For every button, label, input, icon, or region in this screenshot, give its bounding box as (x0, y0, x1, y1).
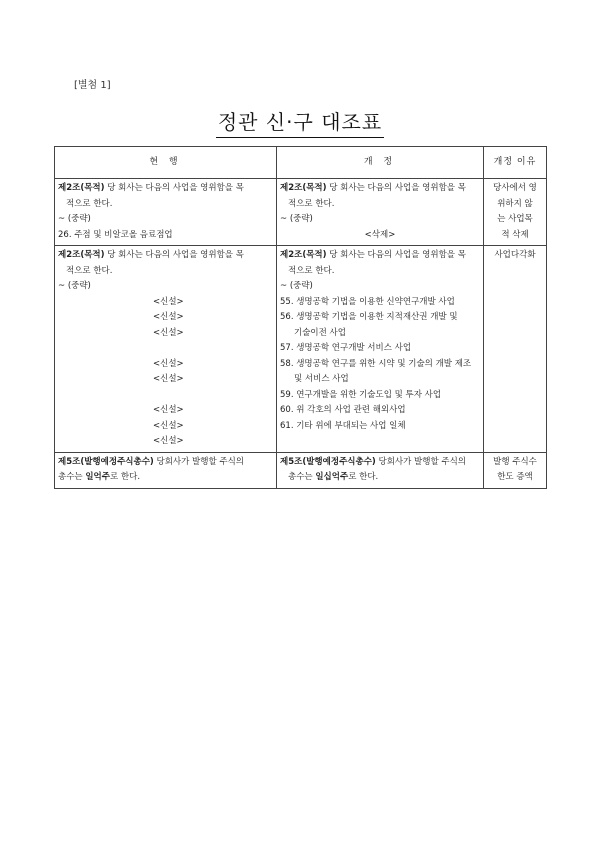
new-label: <신설> (153, 420, 184, 431)
deleted-label: <삭제> (364, 229, 396, 240)
item-59: 59. 연구개발을 위한 기술도입 및 투자 사업 (280, 389, 442, 400)
item-57: 57. 생명공학 연구개발 서비스 사업 (280, 343, 412, 353)
item-26: 26. 주점 및 비알코올 음료점업 (58, 229, 173, 240)
item-58: 58. 생명공학 연구를 위한 시약 및 기술의 개발 제조 및 서비스 사업 (280, 358, 472, 384)
new-label: <신설> (153, 405, 184, 415)
article-heading: 제2조(목적) (58, 183, 105, 193)
reason-cell: 당사에서 영 위하지 않 는 사업목 적 삭제 (484, 179, 547, 246)
revised-cell: 제2조(목적) 당 회사는 다음의 사업을 영위함을 목 적으로 한다. ~ (중략) 55. 생명공학 기법을 이용한 신약연구개발 사업 56. 생명공학 기법을 이용한 지적재산권 개발 및 기술이전 사업 57. 생명공학 연구개발 서비스 사업 58. 생명공학 연구를 위한 시약 및 기술의 개발 제조 및 서비스 사업 59. 연구개발을 위한 기술도입 및 투자 사업 60. 위 각호의 사업 관련 해외사업 61. 기타 위에 부대되는 사업 일체 (277, 246, 484, 453)
reason-cell: 발행 주식수 한도 증액 (484, 452, 547, 488)
article-heading: 제5조(발행예정주식총수) (58, 456, 154, 467)
header-reason: 개정 이유 (484, 147, 547, 179)
reason-cell: 사업다각화 (484, 246, 547, 453)
table-row (55, 246, 547, 453)
new-label: <신설> (153, 296, 184, 307)
item-55: 55. 생명공학 기법을 이용한 신약연구개발 사업 (280, 296, 455, 307)
article-heading: 제5조(발행예정주식총수) (280, 456, 376, 467)
article-heading: 제2조(목적) (280, 250, 327, 260)
revised-cell: 제5조(발행예정주식총수) 당회사가 발행할 주식의 총수는 일십억주로 한다. (277, 452, 484, 488)
new-label: <신설> (153, 327, 184, 338)
document-title: 정관 신·구 대조표 (0, 106, 600, 135)
header-revised: 개 정 (277, 147, 484, 179)
share-count: 일십억주 (315, 472, 349, 482)
header-current: 현 행 (55, 147, 277, 179)
table-header-row (55, 147, 547, 179)
comparison-table (54, 146, 547, 489)
item-56: 56. 생명공학 기법을 이용한 지적재산권 개발 및 기술이전 사업 (280, 312, 458, 338)
item-61: 61. 기타 위에 부대되는 사업 일체 (280, 420, 406, 431)
share-count: 일억주 (85, 472, 110, 482)
item-60: 60. 위 각호의 사업 관련 해외사업 (280, 405, 406, 415)
new-label: <신설> (153, 436, 184, 446)
current-cell: 제5조(발행예정주식총수) 당회사가 발행할 주식의 총수는 일억주로 한다. (55, 452, 277, 488)
table-row (55, 452, 547, 488)
current-cell: 제2조(목적) 당 회사는 다음의 사업을 영위함을 목 적으로 한다. ~ (중략) <신설> <신설> <신설> <신설> <신설> <신설> <신설> <신설> (55, 246, 277, 453)
new-label: <신설> (153, 374, 184, 384)
table-row (55, 179, 547, 246)
new-label: <신설> (153, 312, 184, 322)
attachment-label: [별첨 1] (74, 80, 111, 91)
current-cell: 제2조(목적) 당 회사는 다음의 사업을 영위함을 목 적으로 한다. ~ (중략) 26. 주점 및 비알코올 음료점업 (55, 179, 277, 246)
revised-cell: 제2조(목적) 당 회사는 다음의 사업을 영위함을 목 적으로 한다. ~ (중략) <삭제> (277, 179, 484, 246)
new-label: <신설> (153, 358, 184, 369)
article-heading: 제2조(목적) (58, 250, 105, 260)
article-heading: 제2조(목적) (280, 183, 327, 193)
